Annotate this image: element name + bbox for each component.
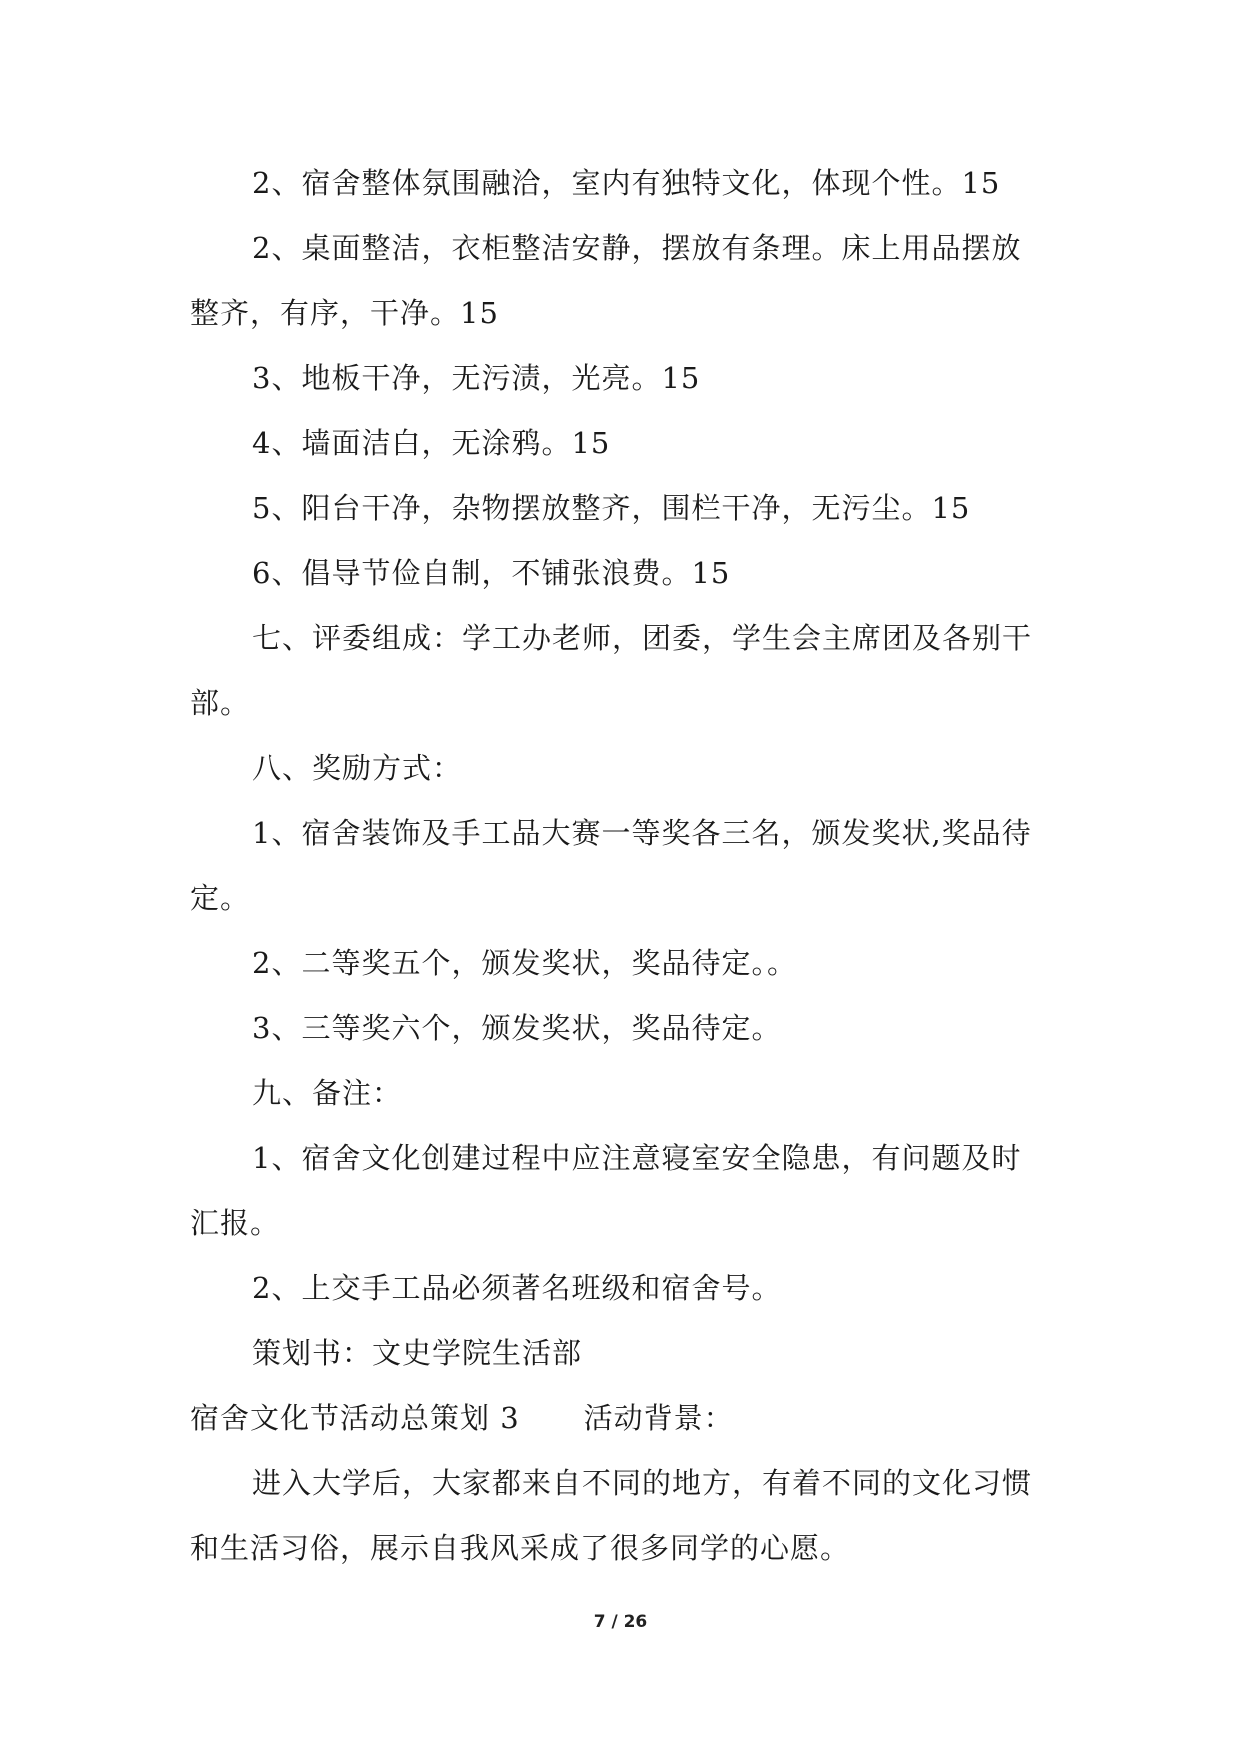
paragraph-line: 和生活习俗，展示自我风采成了很多同学的心愿。 — [190, 1531, 851, 1565]
paragraph-line: 3、三等奖六个，颁发奖状，奖品待定。 — [252, 1011, 782, 1045]
paragraph-line: 部。 — [190, 686, 251, 720]
section-title-row — [190, 1398, 734, 1438]
paragraph-line: 2、上交手工品必须著名班级和宿舍号。 — [252, 1271, 782, 1305]
paragraph-line: 2、二等奖五个，颁发奖状，奖品待定。。 — [252, 946, 797, 980]
paragraph-line: 1、宿舍文化创建过程中应注意寝室安全隐患，有问题及时 — [252, 1141, 1022, 1175]
paragraph-line: 1、宿舍装饰及手工品大赛一等奖各三名，颁发奖状,奖品待 — [252, 816, 1032, 850]
paragraph-line: 定。 — [190, 881, 251, 915]
page-number: 7 / 26 — [593, 1612, 648, 1632]
paragraph-line: 3、地板干净，无污渍，光亮。15 — [252, 361, 701, 395]
paragraph-line: 6、倡导节俭自制，不铺张浪费。15 — [252, 556, 731, 590]
section-subtitle: 活动背景： — [583, 1401, 734, 1435]
paragraph-line: 进入大学后，大家都来自不同的地方，有着不同的文化习惯 — [252, 1466, 1033, 1500]
section-heading: 八、奖励方式： — [252, 751, 463, 785]
paragraph-line: 汇报。 — [190, 1206, 281, 1240]
paragraph-line: 4、墙面洁白，无涂鸦。15 — [252, 426, 611, 460]
paragraph-line: 策划书：文史学院生活部 — [252, 1336, 583, 1370]
paragraph-line: 七、评委组成：学工办老师，团委，学生会主席团及各别干 — [252, 621, 1033, 655]
paragraph-line: 2、宿舍整体氛围融洽，室内有独特文化，体现个性。15 — [252, 166, 1001, 200]
paragraph-line: 2、桌面整洁，衣柜整洁安静，摆放有条理。床上用品摆放 — [252, 231, 1022, 265]
paragraph-line: 整齐，有序，干净。15 — [190, 296, 499, 330]
section-heading: 九、备注： — [252, 1076, 403, 1110]
section-title: 宿舍文化节活动总策划 3 — [190, 1401, 520, 1435]
paragraph-line: 5、阳台干净，杂物摆放整齐，围栏干净，无污尘。15 — [252, 491, 971, 525]
